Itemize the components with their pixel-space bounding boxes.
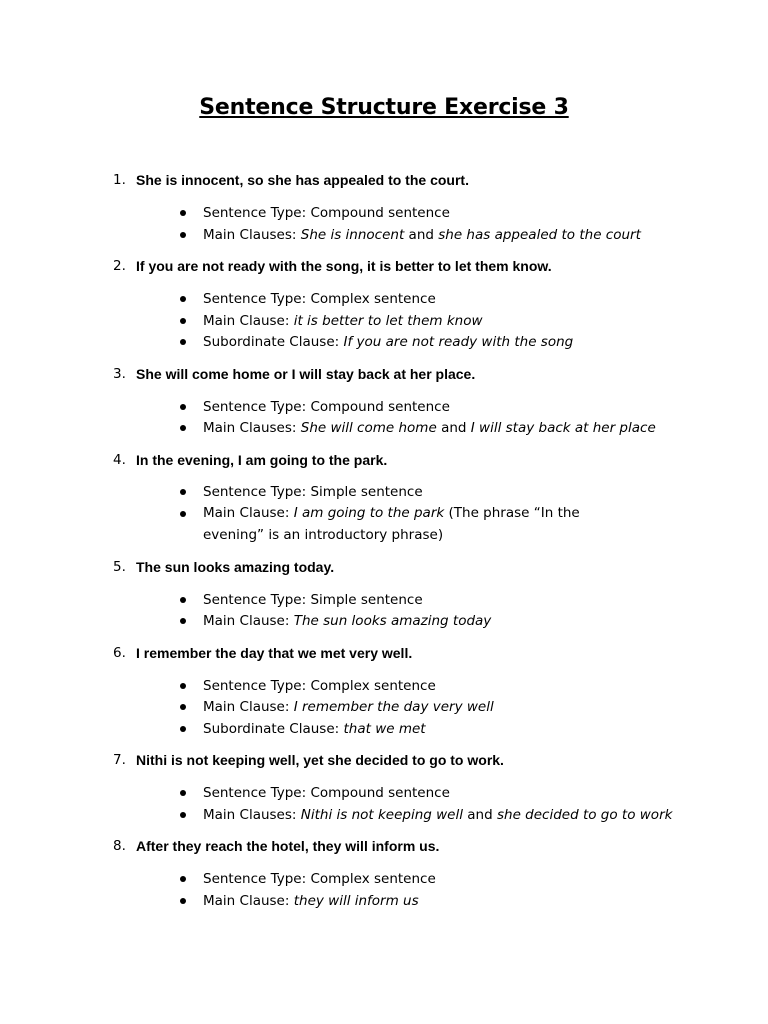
item-sentence: Nithi is not keeping well, yet she decided to go to work. [136,752,504,768]
item-number: 1. [113,172,126,188]
item-sentence: She is innocent, so she has appealed to the court. [136,172,469,188]
bullet-dot [180,726,186,732]
bullet-dot [180,210,186,216]
bullet-dot [180,232,186,238]
bullet-dot [180,898,186,904]
item-sentence: If you are not ready with the song, it is better to let them know. [136,258,552,274]
bullet-dot [180,790,186,796]
bullet-dot [180,812,186,818]
bullet-sentence-type: Sentence Type: Simple sentence [0,589,768,611]
bullet-subordinate-clause: Subordinate Clause: that we met [0,718,768,740]
bullet-dot [180,704,186,710]
bullet-sentence-type: Sentence Type: Compound sentence [0,782,768,804]
bullet-dot [180,511,186,517]
bullet-main-clause: Main Clause: they will inform us [0,890,768,912]
item-sentence: In the evening, I am going to the park. [136,452,388,468]
item-sentence: She will come home or I will stay back at her place. [136,366,476,382]
bullet-main-clause: Main Clause: The sun looks amazing today [0,610,768,632]
bullet-dot [180,425,186,431]
bullet-dot [180,618,186,624]
item-number: 6. [113,645,126,661]
bullet-main-clause: Main Clause: I am going to the park (The phrase “In the evening” is an introductory phrase) [0,503,768,547]
bullet-dot [180,876,186,882]
bullet-sentence-type: Sentence Type: Compound sentence [0,202,768,224]
item-sentence: The sun looks amazing today. [136,559,335,575]
bullet-dot [180,683,186,689]
bullet-main-clause: Main Clauses: She will come home and I will stay back at her place [0,417,768,439]
bullet-dot [180,339,186,345]
bullet-sentence-type: Sentence Type: Complex sentence [0,675,768,697]
bullet-dot [180,296,186,302]
bullet-sentence-type: Sentence Type: Simple sentence [0,481,768,503]
item-number: 4. [113,452,126,468]
bullet-main-clause: Main Clause: it is better to let them know [0,310,768,332]
item-number: 3. [113,366,126,382]
item-sentence: After they reach the hotel, they will inform us. [136,838,440,854]
bullet-main-clause: Main Clauses: She is innocent and she has appealed to the court [0,224,768,246]
bullet-subordinate-clause: Subordinate Clause: If you are not ready with the song [0,331,768,353]
item-sentence: I remember the day that we met very well. [136,645,413,661]
bullet-main-clause: Main Clause: I remember the day very well [0,696,768,718]
page-title: Sentence Structure Exercise 3 [199,95,569,120]
item-number: 2. [113,258,126,274]
item-number: 8. [113,838,126,854]
item-number: 7. [113,752,126,768]
bullet-sentence-type: Sentence Type: Complex sentence [0,288,768,310]
bullet-sentence-type: Sentence Type: Compound sentence [0,396,768,418]
bullet-dot [180,597,186,603]
bullet-sentence-type: Sentence Type: Complex sentence [0,868,768,890]
item-number: 5. [113,559,126,575]
bullet-dot [180,318,186,324]
bullet-dot [180,404,186,410]
bullet-main-clause: Main Clauses: Nithi is not keeping well and she decided to go to work [0,804,768,826]
bullet-dot [180,489,186,495]
